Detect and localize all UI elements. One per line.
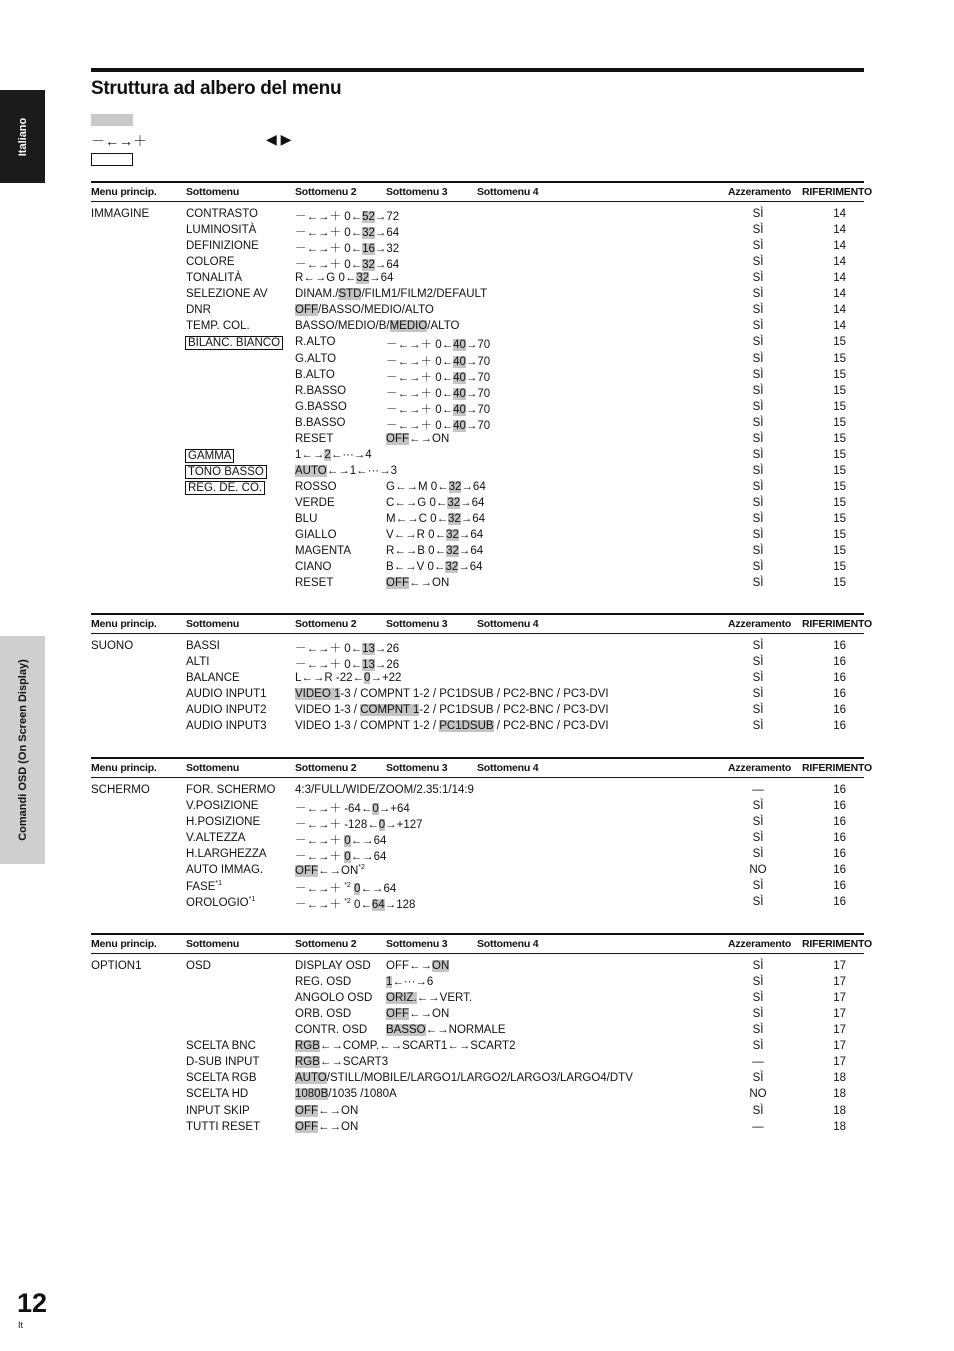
reference-page: 15	[833, 368, 846, 381]
reset-flag: SÌ	[752, 224, 764, 237]
reference-page: 14	[833, 240, 846, 253]
submenu-item: SCELTA RGB	[186, 1072, 257, 1085]
reset-flag: SÌ	[752, 240, 764, 253]
header-bottom-rule	[91, 777, 864, 778]
submenu2-value: RGB←→SCART3	[295, 1056, 389, 1069]
column-header: Sottomenu 2	[295, 618, 357, 630]
reference-page: 17	[833, 992, 846, 1005]
reset-flag: SÌ	[752, 816, 764, 829]
submenu2-value: －←→＋ -128←0→+127	[295, 819, 423, 832]
reset-flag: NO	[749, 864, 767, 877]
header-bottom-rule	[91, 633, 864, 634]
reset-flag: SÌ	[752, 960, 764, 972]
submenu2-value: －←→＋ 0←→64	[295, 851, 387, 864]
page-number: 12	[17, 1288, 48, 1318]
reference-page: 16	[833, 672, 846, 685]
submenu2-value: VIDEO 1-3 / COMPNT 1-2 / PC1DSUB / PC2-BNC / PC3-DVI	[295, 720, 609, 733]
reset-flag: SÌ	[752, 688, 764, 701]
submenu-item: AUDIO INPUT1	[186, 688, 267, 701]
main-menu-name: SCHERMO	[91, 784, 150, 796]
reset-flag: SÌ	[752, 208, 764, 220]
submenu2-value: －←→＋ 0←52→72	[295, 211, 400, 223]
submenu-item: AUDIO INPUT2	[186, 704, 267, 717]
submenu2-value: RGB←→COMP.←→SCART1←→SCART2	[295, 1040, 516, 1053]
reference-page: 14	[833, 224, 846, 237]
column-header: Sottomenu 2	[295, 762, 357, 774]
submenu-item: V.ALTEZZA	[186, 832, 246, 845]
reset-flag: SÌ	[752, 496, 764, 509]
reference-page: 16	[833, 896, 846, 909]
reference-page: 14	[833, 272, 846, 285]
side-tab-language-label: Italiano	[16, 117, 29, 156]
submenu-item: TEMP. COL.	[186, 320, 250, 333]
submenu-item: OSD	[186, 960, 211, 972]
reference-page: 15	[833, 448, 846, 461]
submenu-item: TUTTI RESET	[186, 1120, 261, 1133]
submenu2-value: RESET	[295, 577, 334, 590]
submenu2-value: AUTO/STILL/MOBILE/LARGO1/LARGO2/LARGO3/LARGO4/DTV	[295, 1072, 633, 1085]
submenu-item: LUMINOSITÀ	[186, 224, 257, 237]
legend-left-right-icon: ◀ ▶	[266, 131, 292, 147]
reset-flag: SÌ	[752, 448, 764, 461]
reference-page: 15	[833, 577, 846, 590]
column-header: Sottomenu 3	[386, 618, 448, 630]
reset-flag: SÌ	[752, 832, 764, 845]
reset-flag: SÌ	[752, 529, 764, 541]
reset-flag: SÌ	[752, 880, 764, 893]
submenu2-value: ANGOLO OSD	[295, 992, 373, 1005]
submenu2-value: OFF←→ON	[295, 1120, 359, 1133]
reset-flag: SÌ	[752, 288, 764, 301]
lang-code: It	[18, 1320, 24, 1330]
submenu2-value: OFF/BASSO/MEDIO/ALTO	[295, 304, 434, 317]
column-header: Sottomenu	[186, 938, 240, 950]
submenu2-value: －←→＋ 0←32→64	[295, 259, 400, 272]
reference-page: 18	[833, 1104, 846, 1117]
submenu2-value: VIDEO 1-3 / COMPNT 1-2 / PC1DSUB / PC2-BNC / PC3-DVI	[295, 688, 609, 701]
submenu3-value: －←→＋ 0←40→70	[386, 339, 491, 352]
reset-flag: SÌ	[752, 992, 764, 1005]
reset-flag: SÌ	[752, 336, 764, 349]
submenu-item: FOR. SCHERMO	[186, 784, 276, 796]
side-tab-section-label: Comandi OSD (On Screen Display)	[16, 659, 29, 841]
reset-flag: SÌ	[752, 545, 764, 557]
column-header: RIFERIMENTO	[802, 186, 872, 198]
page-title: Struttura ad albero del menu	[91, 78, 342, 99]
submenu-item: D-SUB INPUT	[186, 1056, 260, 1069]
reset-flag: SÌ	[752, 384, 764, 397]
reference-page: 18	[833, 1088, 846, 1101]
legend-arrows: －←→＋	[91, 133, 147, 149]
table-top-rule	[91, 933, 864, 935]
submenu2-value: CIANO	[295, 561, 332, 574]
reference-page: 16	[833, 784, 846, 796]
submenu3-value: －←→＋ 0←40→70	[386, 387, 491, 400]
legend-highlight-swatch	[91, 114, 133, 126]
reset-flag: SÌ	[752, 464, 764, 477]
reference-page: 15	[833, 352, 846, 365]
column-header: Azzeramento	[728, 938, 792, 950]
reference-page: 15	[833, 513, 846, 525]
reset-flag: SÌ	[752, 432, 764, 445]
submenu2-value: B.ALTO	[295, 368, 335, 381]
submenu-item: CONTRASTO	[186, 208, 258, 220]
reset-flag: SÌ	[752, 480, 764, 493]
reference-page: 17	[833, 1008, 846, 1021]
reference-page: 17	[833, 1024, 846, 1037]
reset-flag: SÌ	[752, 848, 764, 861]
column-header: Sottomenu 4	[477, 186, 539, 198]
reset-flag: SÌ	[752, 368, 764, 381]
submenu2-value: R.ALTO	[295, 336, 336, 349]
reference-page: 15	[833, 432, 846, 445]
reference-page: 16	[833, 720, 846, 733]
reset-flag: NO	[749, 1088, 767, 1101]
submenu3-value: M←→C 0←32→64	[386, 513, 486, 525]
submenu2-value: R←→G 0←32→64	[295, 272, 394, 285]
reference-page: 17	[833, 960, 846, 972]
column-header: Sottomenu	[186, 618, 240, 630]
submenu2-value: R.BASSO	[295, 384, 347, 397]
reference-page: 16	[833, 880, 846, 893]
submenu3-value: C←→G 0←32→64	[386, 496, 485, 509]
column-header: Sottomenu	[186, 186, 240, 198]
submenu3-value: OFF←→ON	[386, 960, 450, 972]
submenu-item: REG. DE. CO.	[185, 481, 265, 495]
submenu2-value: 1080B/1035 /1080A	[295, 1088, 397, 1101]
submenu2-value: －←→＋ 0←32→64	[295, 227, 400, 240]
reset-flag: SÌ	[752, 272, 764, 285]
submenu-item: BILANC. BIANCO	[185, 336, 283, 350]
submenu2-value: MAGENTA	[295, 545, 352, 557]
submenu2-value: CONTR. OSD	[295, 1024, 368, 1037]
reference-page: 16	[833, 688, 846, 701]
submenu-item: AUDIO INPUT3	[186, 720, 267, 733]
submenu2-value: REG. OSD	[295, 976, 352, 988]
reset-flag: SÌ	[752, 577, 764, 590]
submenu3-value: －←→＋ 0←40→70	[386, 355, 491, 368]
submenu2-value: BLU	[295, 513, 318, 525]
reference-page: 14	[833, 288, 846, 301]
submenu-item: FASE$^{*1}$	[186, 880, 223, 894]
submenu-item: SCELTA BNC	[186, 1040, 256, 1053]
submenu2-value: －←→＋ $^{*2}$ 0←→64	[295, 882, 397, 896]
reference-page: 15	[833, 545, 846, 557]
submenu-item: TONO BASSO	[185, 465, 267, 479]
reference-page: 18	[833, 1072, 846, 1085]
reset-flag: SÌ	[752, 640, 764, 652]
submenu-item: AUTO IMMAG.	[186, 864, 264, 877]
reset-flag: SÌ	[752, 513, 764, 525]
submenu2-value: BASSO/MEDIO/B/MEDIO/ALTO	[295, 320, 460, 333]
column-header: Sottomenu 3	[386, 938, 448, 950]
submenu-item: SELEZIONE AV	[186, 288, 268, 301]
reset-flag: SÌ	[752, 256, 764, 269]
column-header: Sottomenu	[186, 762, 240, 774]
table-top-rule	[91, 613, 864, 615]
submenu2-value: RESET	[295, 432, 334, 445]
reset-flag: SÌ	[752, 800, 764, 812]
reset-flag: SÌ	[752, 1104, 764, 1117]
submenu2-value: 4:3/FULL/WIDE/ZOOM/2.35:1/14:9	[295, 784, 474, 796]
submenu3-value: B←→V 0←32→64	[386, 561, 483, 574]
submenu-item: BALANCE	[186, 672, 240, 685]
submenu-item: GAMMA	[185, 449, 234, 463]
submenu-item: OROLOGIO$^{*1}$	[186, 896, 256, 910]
submenu3-value: R←→B 0←32→64	[386, 545, 484, 557]
submenu-item: SCELTA HD	[186, 1088, 249, 1101]
column-header: Menu princip.	[91, 186, 157, 198]
reference-page: 14	[833, 320, 846, 333]
reference-page: 17	[833, 976, 846, 988]
submenu2-value: －←→＋ 0←16→32	[295, 243, 400, 256]
reference-page: 15	[833, 529, 846, 541]
reference-page: 14	[833, 256, 846, 269]
submenu2-value: －←→＋ -64←0→+64	[295, 803, 410, 815]
submenu3-value: BASSO←→NORMALE	[386, 1024, 506, 1037]
submenu-item: ALTI	[186, 656, 210, 668]
column-header: Azzeramento	[728, 618, 792, 630]
reset-flag: SÌ	[752, 561, 764, 574]
legend-box-swatch	[91, 153, 133, 166]
submenu3-value: G←→M 0←32→64	[386, 480, 486, 493]
column-header: Sottomenu 3	[386, 186, 448, 198]
submenu3-value: －←→＋ 0←40→70	[386, 419, 491, 432]
reference-page: 17	[833, 1040, 846, 1053]
submenu2-value: ORB. OSD	[295, 1008, 352, 1021]
reset-flag: SÌ	[752, 656, 764, 668]
reference-page: 16	[833, 704, 846, 717]
reference-page: 16	[833, 816, 846, 829]
reference-page: 15	[833, 480, 846, 493]
reset-flag: SÌ	[752, 672, 764, 685]
reference-page: 16	[833, 640, 846, 652]
submenu-item: COLORE	[186, 256, 235, 269]
reference-page: 16	[833, 800, 846, 812]
header-bottom-rule	[91, 201, 864, 202]
column-header: Azzeramento	[728, 762, 792, 774]
reference-page: 14	[833, 304, 846, 317]
submenu3-value: V←→R 0←32→64	[386, 529, 484, 541]
submenu-item: H.POSIZIONE	[186, 816, 261, 829]
reset-flag: —	[752, 1056, 764, 1069]
side-tab-language	[0, 90, 45, 183]
header-bottom-rule	[91, 953, 864, 954]
column-header: Sottomenu 2	[295, 186, 357, 198]
submenu2-value: G.BASSO	[295, 400, 347, 413]
submenu2-value: 1←→2←···→4	[295, 448, 372, 461]
reference-page: 15	[833, 416, 846, 429]
reset-flag: SÌ	[752, 304, 764, 317]
submenu2-value: VERDE	[295, 496, 335, 509]
submenu3-value: OFF←→ON	[386, 577, 450, 590]
table-top-rule	[91, 757, 864, 759]
reference-page: 16	[833, 848, 846, 861]
reset-flag: SÌ	[752, 720, 764, 733]
column-header: Azzeramento	[728, 186, 792, 198]
reference-page: 15	[833, 496, 846, 509]
reference-page: 16	[833, 864, 846, 877]
submenu-item: DEFINIZIONE	[186, 240, 259, 253]
reference-page: 15	[833, 384, 846, 397]
submenu2-value: VIDEO 1-3 / COMPNT 1-2 / PC1DSUB / PC2-BNC / PC3-DVI	[295, 704, 609, 717]
reset-flag: SÌ	[752, 976, 764, 988]
column-header: Menu princip.	[91, 762, 157, 774]
reset-flag: SÌ	[752, 1008, 764, 1021]
reset-flag: SÌ	[752, 400, 764, 413]
submenu2-value: －←→＋ 0←13→26	[295, 643, 400, 655]
submenu2-value: －←→＋ 0←→64	[295, 835, 387, 848]
submenu2-value: ROSSO	[295, 480, 337, 493]
reset-flag: SÌ	[752, 320, 764, 333]
main-menu-name: OPTION1	[91, 960, 142, 972]
column-header: Sottomenu 4	[477, 938, 539, 950]
submenu2-value: $OFF\leftarrow\to ON^{*2}$	[295, 864, 365, 878]
column-header: Sottomenu 2	[295, 938, 357, 950]
submenu-item: DNR	[186, 304, 211, 317]
submenu2-value: G.ALTO	[295, 352, 337, 365]
side-tab-section	[0, 636, 45, 864]
reset-flag: SÌ	[752, 896, 764, 909]
submenu2-value: DINAM./STD/FILM1/FILM2/DEFAULT	[295, 288, 488, 301]
submenu-item: TONALITÀ	[186, 272, 243, 285]
reference-page: 15	[833, 336, 846, 349]
reference-page: 16	[833, 832, 846, 845]
reference-page: 16	[833, 656, 846, 668]
column-header: RIFERIMENTO	[802, 762, 872, 774]
column-header: Sottomenu 4	[477, 618, 539, 630]
column-header: Sottomenu 3	[386, 762, 448, 774]
column-header: RIFERIMENTO	[802, 938, 872, 950]
submenu2-value: DISPLAY OSD	[295, 960, 371, 972]
submenu-item: V.POSIZIONE	[186, 800, 259, 812]
submenu3-value: OFF←→ON	[386, 432, 450, 445]
title-rule	[91, 68, 864, 72]
reset-flag: SÌ	[752, 352, 764, 365]
submenu3-value: －←→＋ 0←40→70	[386, 403, 491, 416]
submenu3-value: 1←···→6	[386, 976, 434, 988]
submenu3-value: －←→＋ 0←40→70	[386, 371, 491, 384]
reference-page: 15	[833, 464, 846, 477]
column-header: Menu princip.	[91, 938, 157, 950]
reset-flag: SÌ	[752, 1072, 764, 1085]
column-header: Sottomenu 4	[477, 762, 539, 774]
submenu2-value: OFF←→ON	[295, 1104, 359, 1117]
submenu2-value: B.BASSO	[295, 416, 346, 429]
reset-flag: SÌ	[752, 704, 764, 717]
column-header: Menu princip.	[91, 618, 157, 630]
reset-flag: —	[752, 1120, 764, 1133]
reference-page: 15	[833, 561, 846, 574]
table-top-rule	[91, 181, 864, 183]
reference-page: 18	[833, 1120, 846, 1133]
submenu3-value: OFF←→ON	[386, 1008, 450, 1021]
submenu-item: H.LARGHEZZA	[186, 848, 267, 861]
main-menu-name: SUONO	[91, 640, 134, 652]
reference-page: 14	[833, 208, 846, 220]
submenu2-value: AUTO←→1←···→3	[295, 464, 398, 477]
column-header: RIFERIMENTO	[802, 618, 872, 630]
submenu2-value: GIALLO	[295, 529, 337, 541]
reference-page: 15	[833, 400, 846, 413]
submenu-item: INPUT SKIP	[186, 1104, 250, 1117]
submenu2-value: －←→＋ 0←13→26	[295, 659, 400, 671]
reset-flag: SÌ	[752, 1024, 764, 1037]
submenu3-value: ORIZ.←→VERT.	[386, 992, 473, 1005]
submenu2-value: L←→R -22←0→+22	[295, 672, 402, 685]
reference-page: 17	[833, 1056, 846, 1069]
submenu-item: BASSI	[186, 640, 220, 652]
reset-flag: SÌ	[752, 1040, 764, 1053]
main-menu-name: IMMAGINE	[91, 208, 150, 220]
reset-flag: —	[752, 784, 764, 796]
submenu2-value: －←→＋ $^{*2}$ 0←64→128	[295, 898, 416, 912]
reset-flag: SÌ	[752, 416, 764, 429]
